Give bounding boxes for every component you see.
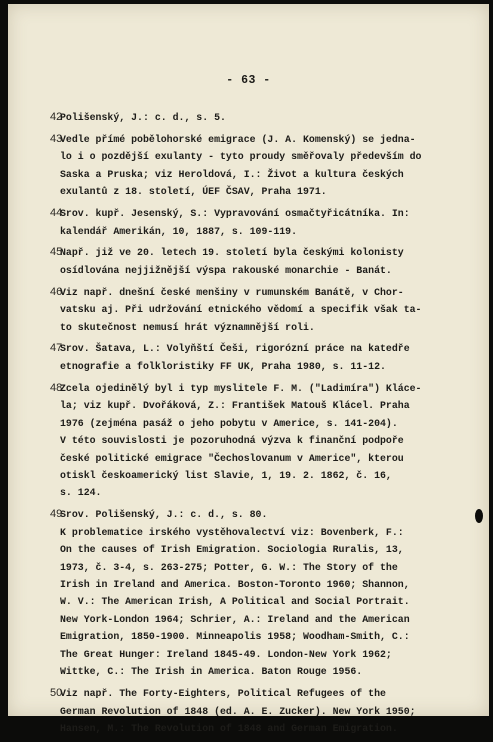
endnote-number: 49 [50,508,63,521]
endnote-number: 44 [50,207,63,220]
endnote-text-line: Viz např. dnešní české menšiny v rumunském Banátě, v Chor- [60,286,404,298]
endnote-text-line: W. V.: The American Irish, A Political and Social Portrait. [60,596,410,608]
endnote-text-line: Hansen, M.: The Revolution of 1848 and German Emigration. [60,722,398,734]
endnote-text-line: Irish in Ireland and America. Boston-Toronto 1960; Shannon, [60,579,410,590]
endnote-text-line: la; viz kupř. Dvořáková, Z.: František Matouš Klácel. Praha [60,400,410,412]
endnote-43 [50,131,480,201]
endnote-text-line: German Revolution of 1848 (ed. A. E. Zucker). New York 1950; [60,705,416,717]
endnote-text-line: lo i o pozdější exulanty - tyto proudy směřovaly především do [60,151,422,163]
endnote-text-line: Např. již ve 20. letech 19. století byla českými kolonisty [60,247,404,259]
endnote-text-line: V této souvislosti je pozoruhodná výzva k finanční podpoře [60,435,404,447]
endnote-text-line: osídlována nejjižnější výspa rakouské monarchie - Banát. [60,264,392,276]
endnote-number: 45 [50,246,63,259]
endnote-text-line: Wittke, C.: The Irish in America. Baton Rouge 1956. [60,666,363,678]
endnote-text-line: otiskl českoamerický list Slavie, 1, 19. 2. 1862, č. 16, [60,469,392,481]
endnote-text-line: to skutečnost nemusí hrát významnější roli. [60,321,315,333]
endnote-text-line: Srov. Polišenský, J.: c. d., s. 80. [60,509,268,521]
endnote-48 [50,380,480,502]
endnote-text-line: vatsku aj. Při udržování etnického vědomí a specifik však ta- [60,304,422,316]
endnote-number: 46 [50,285,63,298]
endnote-text-line: české politické emigrace "Čechoslovanum v Americe", kterou [60,452,404,464]
endnotes-list [50,109,480,742]
document-page [8,4,489,734]
endnote-text-line: Srov. kupř. Jesenský, S.: Vypravování osmačtyřicátníka. In: [60,208,410,220]
paper-edge-mark [475,509,483,523]
endnote-text-line: Polišenský, J.: c. d., s. 5. [60,112,226,123]
endnote-text-line: exulantů z 18. století, ÚEF ČSAV, Praha 1971. [60,186,327,198]
endnote-45 [50,244,480,279]
endnote-text-line: Zcela ojedinělý byl i typ myslitele F. M. ("Ladimíra") Kláce- [60,382,422,394]
endnote-text-line: 1973, č. 3-4, s. 263-275; Potter, G. W.: The Story of the [60,561,398,573]
endnote-number: 47 [50,342,63,355]
endnote-text-line: Vedle přímé pobělohorské emigrace (J. A. Komenský) se jedna- [60,133,416,145]
endnote-text-line: etnografie a folkloristiky FF UK, Praha 1980, s. 11-12. [60,360,386,372]
endnote-number: 43 [50,132,63,145]
endnote-47 [50,340,480,375]
endnote-text-line: Saska a Pruska; viz Heroldová, I.: Život a kultura českých [60,168,404,180]
endnote-text-line: New York-London 1964; Schrier, A.: Ireland and the American [60,613,410,625]
endnote-44 [50,205,480,240]
endnote-49 [50,506,480,680]
endnote-text-line: K problematice irského vystěhovalectví viz: Bovenberk, F.: [60,526,404,538]
endnote-text-line: Srov. Šatava, L.: Volyňští Češi, rigorózní práce na katedře [60,343,410,355]
endnote-number: 48 [50,381,63,394]
endnote-text-line: Emigration, 1850-1900. Minneapolis 1958; Woodham-Smith, C.: [60,631,410,643]
endnote-text-line: 1976 (zejména pasáž o jeho pobytu v Americe, s. 141-204). [60,417,398,429]
endnote-text-line: s. 124. [60,487,102,499]
endnote-46 [50,284,480,336]
endnote-number: 50 [50,687,63,700]
page-number: - 63 - [226,74,271,87]
endnote-50 [50,685,480,737]
endnote-number: 42 [50,111,63,123]
endnote-text-line: The Great Hunger: Ireland 1845-49. London-New York 1962; [60,648,392,660]
endnote-text-line: Viz např. The Forty-Eighters, Political Refugees of the [60,688,386,700]
endnote-text-line: On the causes of Irish Emigration. Sociologia Ruralis, 13, [60,544,404,556]
endnote-text-line: kalendář Amerikán, 10, 1887, s. 109-119. [60,225,298,237]
endnote-42 [50,109,480,126]
